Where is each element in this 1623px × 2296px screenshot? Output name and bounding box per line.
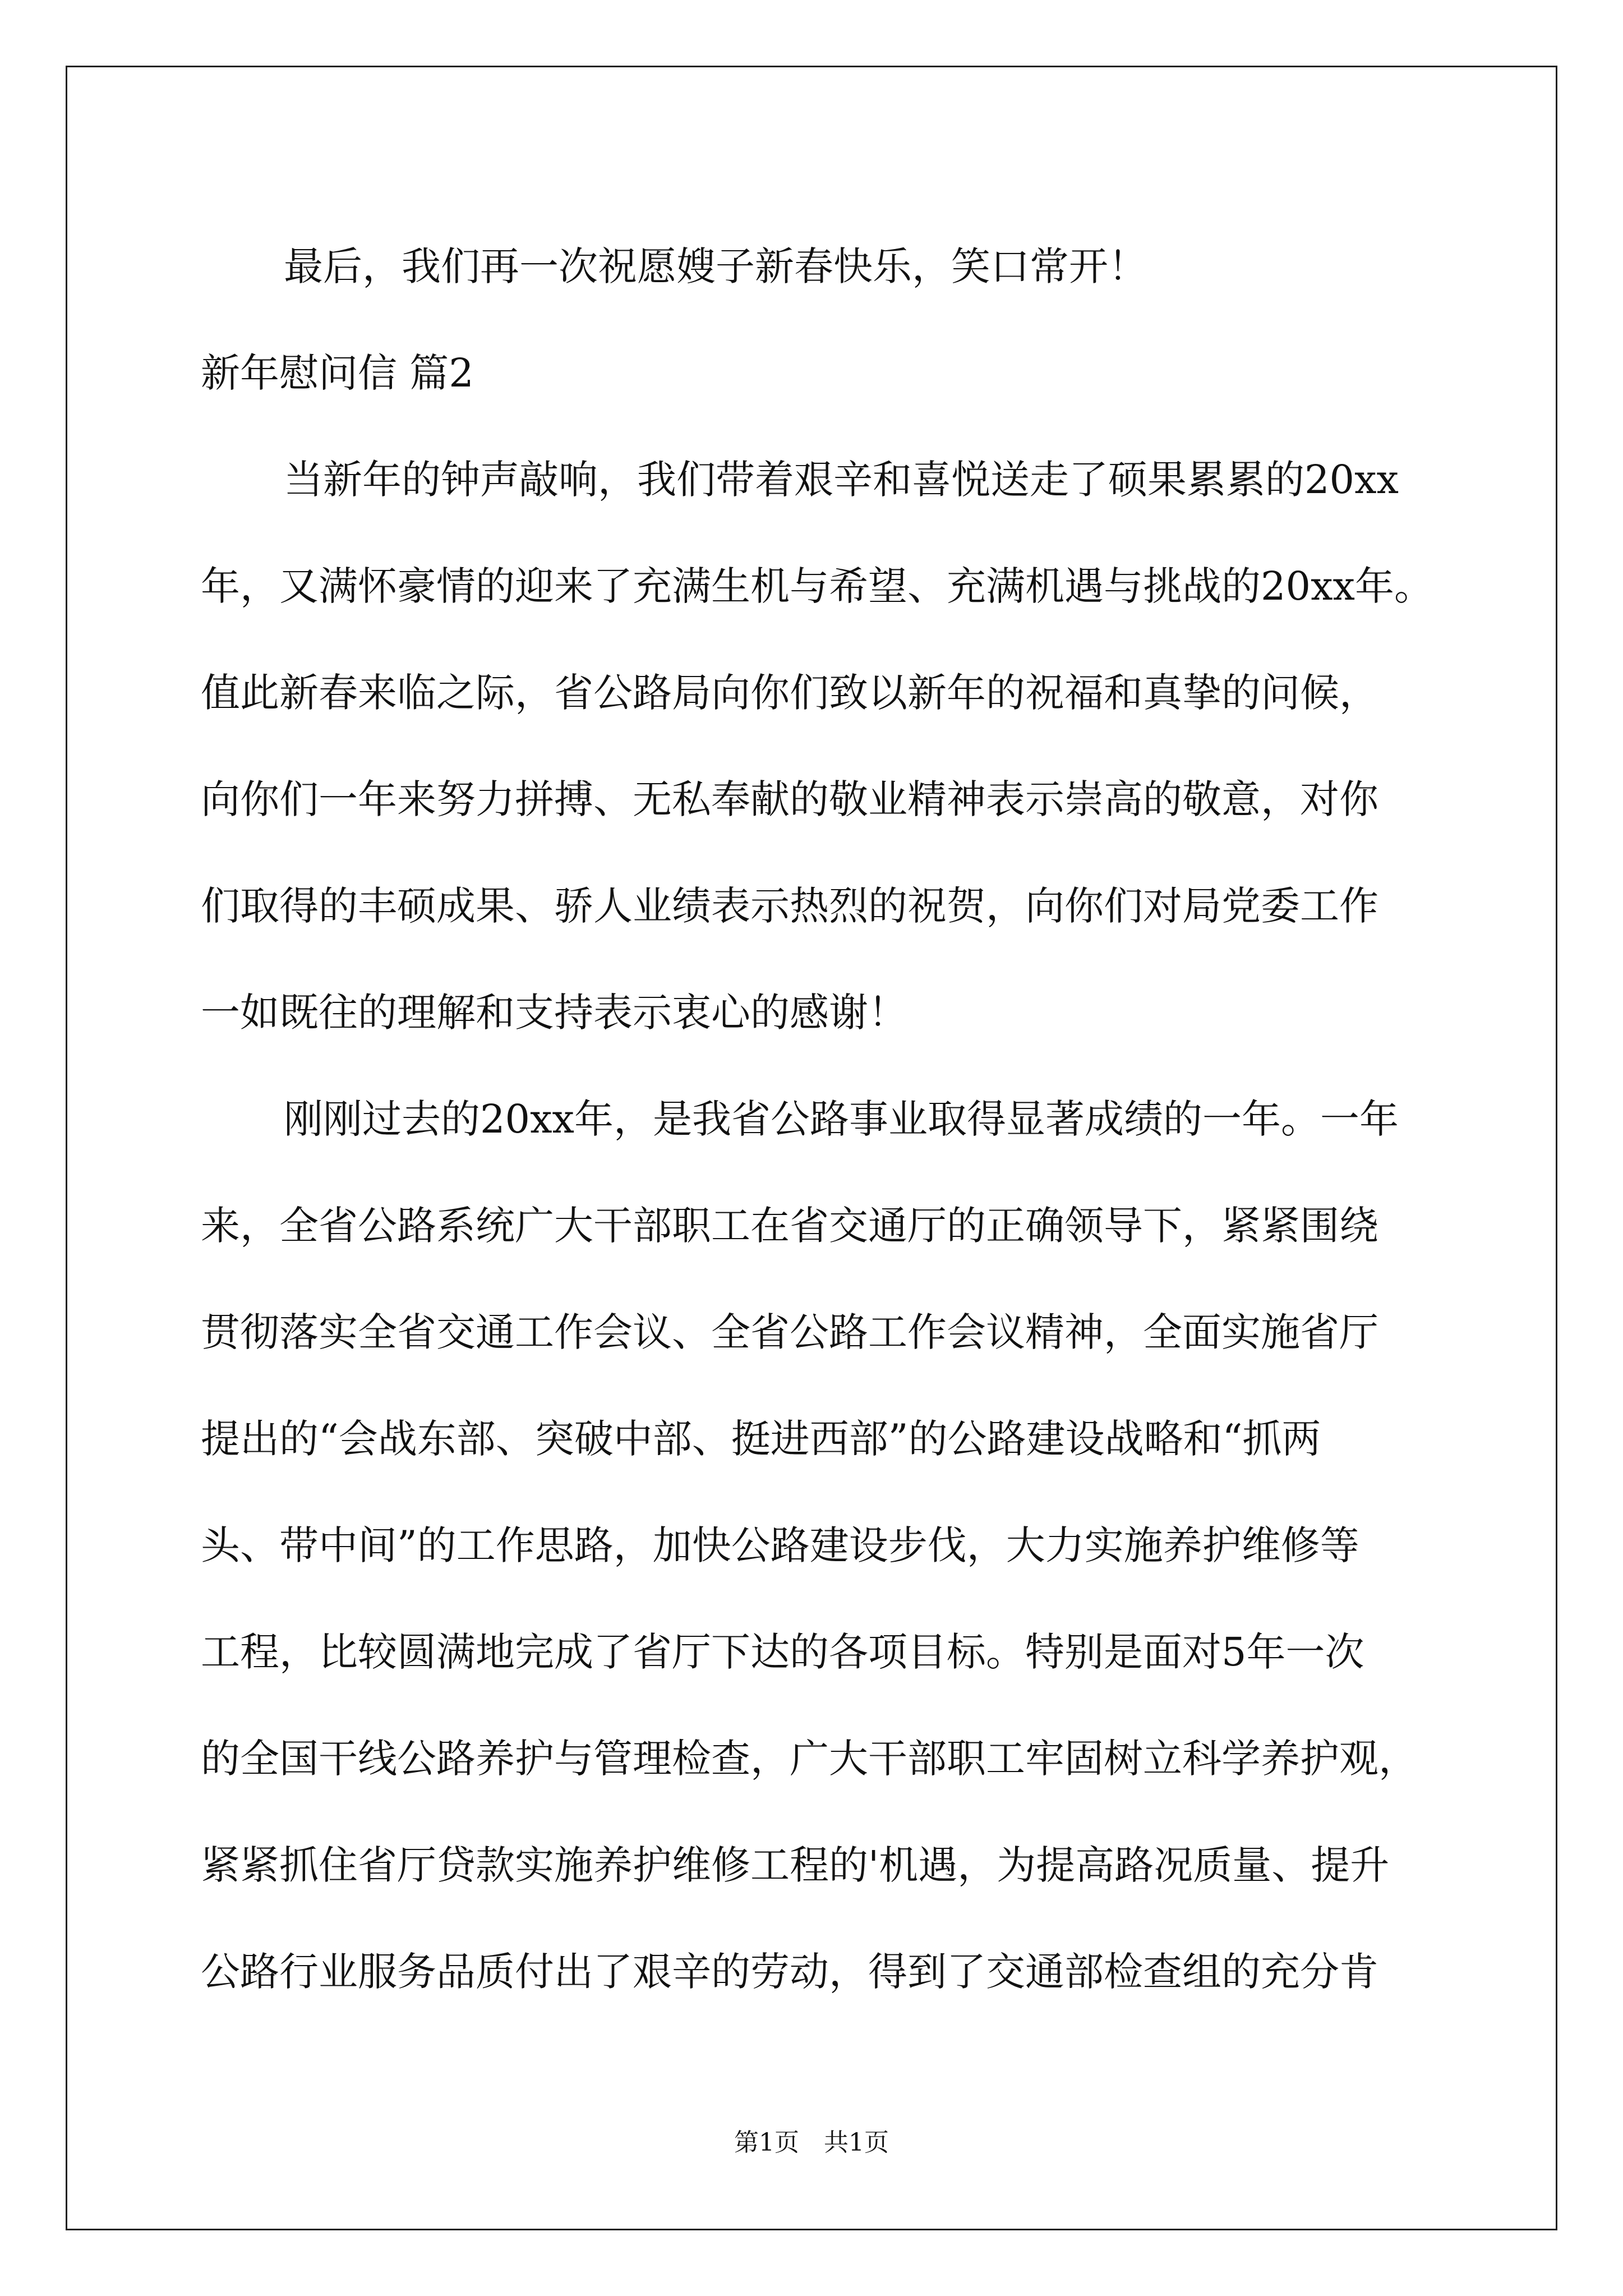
paragraph-line: 公路行业服务品质付出了艰辛的劳动，得到了交通部检查组的充分肯	[201, 1949, 1378, 1995]
paragraph-line: 来，全省公路系统广大干部职工在省交通厅的正确领导下，紧紧围绕	[201, 1203, 1378, 1249]
paragraph-line: 的全国干线公路养护与管理检查，广大干部职工牢固树立科学养护观，	[201, 1736, 1418, 1782]
paragraph-line: 们取得的丰硕成果、骄人业绩表示热烈的祝贺，向你们对局党委工作	[201, 883, 1378, 929]
paragraph-1	[201, 426, 1434, 1066]
paragraph-2	[201, 1066, 1429, 2025]
paragraph-line: 紧紧抓住省厅贷款实施养护维修工程的'机遇，为提高路况质量、提升	[201, 1842, 1390, 1888]
paragraph-line: 头、带中间”的工作思路，加快公路建设步伐，大力实施养护维修等	[201, 1522, 1359, 1568]
paragraph-line: 向你们一年来努力拼搏、无私奉献的敬业精神表示崇高的敬意，对你	[201, 776, 1378, 822]
page-footer: 第1页 共1页	[734, 2128, 889, 2157]
document-body	[201, 213, 1434, 2025]
paragraph-line: 提出的“会战东部、突破中部、挺进西部”的公路建设战略和“抓两	[201, 1416, 1321, 1462]
paragraph-line: 工程，比较圆满地完成了省厅下达的各项目标。特别是面对5年一次	[201, 1629, 1364, 1675]
paragraph-line: 当新年的钟声敲响，我们带着艰辛和喜悦送走了硕果累累的20xx	[284, 457, 1399, 503]
closing-line: 最后，我们再一次祝愿嫂子新春快乐，笑口常开！	[284, 243, 1147, 289]
paragraph-line: 刚刚过去的20xx年，是我省公路事业取得显著成绩的一年。一年	[284, 1096, 1399, 1142]
paragraph-line: 值此新春来临之际，省公路局向你们致以新年的祝福和真挚的问候，	[201, 670, 1378, 716]
paragraph-line: 贯彻落实全省交通工作会议、全省公路工作会议精神，全面实施省厅	[201, 1309, 1378, 1355]
section-heading: 新年慰问信 篇2	[201, 350, 474, 396]
paragraph-line: 年，又满怀豪情的迎来了充满生机与希望、充满机遇与挑战的20xx年。	[201, 563, 1434, 609]
paragraph-line: 一如既往的理解和支持表示衷心的感谢！	[201, 990, 907, 1036]
